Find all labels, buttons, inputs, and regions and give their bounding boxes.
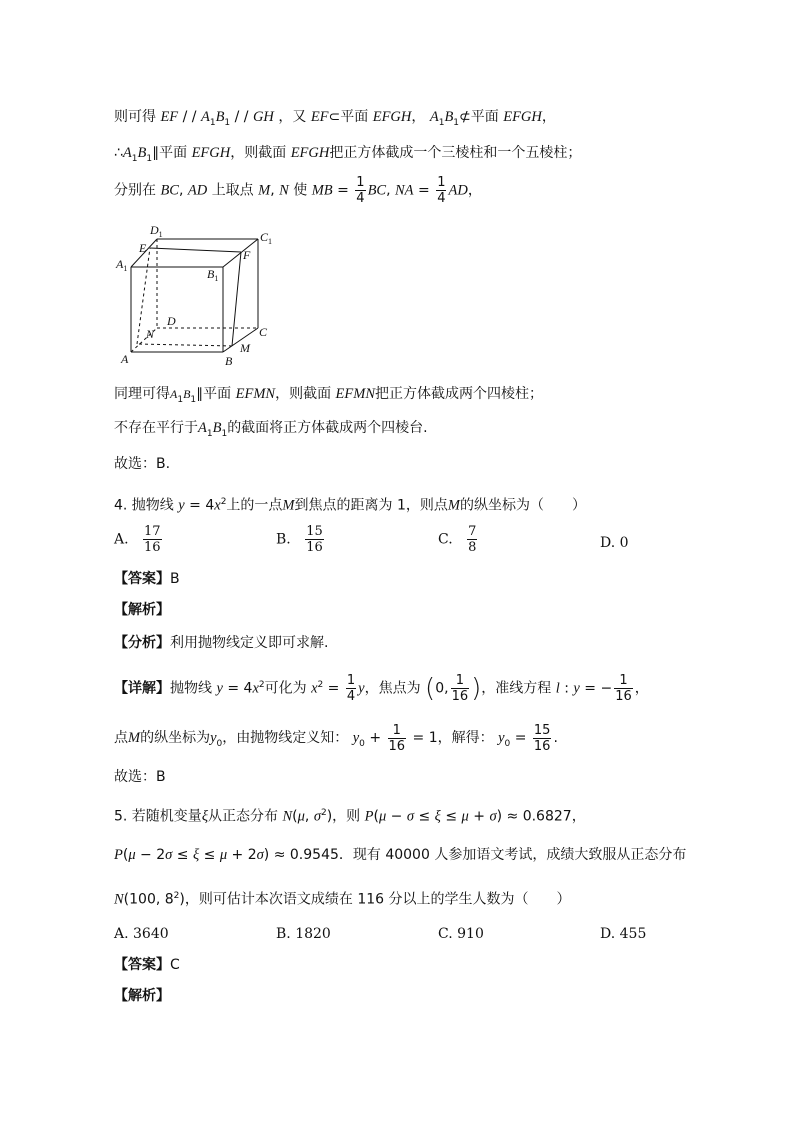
option-den: 16	[144, 540, 161, 555]
text: 到焦点的距离为 1，则点	[294, 497, 448, 514]
line-1: 则可得 EF / / $A_1B_1$ / / GH ，又 EF⊂平面 EFGH， $A_1B_1⊄$平面 EFGH，	[114, 109, 556, 128]
q5-stem-line2: P(μ − 2σ ≤ ξ ≤ μ + 2σ) ≈ 0.9545．现有 40000 人参加语文考试，成绩大致服从正态分布	[114, 847, 687, 863]
option-value: 1820	[295, 926, 331, 942]
label-E: E	[139, 241, 147, 255]
label-M: M	[240, 341, 250, 355]
option-letter: A.	[114, 926, 129, 942]
text: 的纵坐标为（ ）	[459, 497, 586, 514]
text: ．现有 40000 人参加语文考试，成绩大致服从正态分布	[338, 847, 687, 863]
q4-xiangjie-line1: 【详解】抛物线 $y = 4x^2$可化为 $x^2$ = $\frac{1}{4}$ y，焦点为 (0, $\frac{1}{16}$ )，准线方程 l : y = − $\frac{1}{16}$ ，	[114, 673, 649, 705]
answer-value: C	[170, 957, 180, 973]
label-A: A	[121, 352, 129, 366]
label-C1: $C_1$	[260, 230, 273, 246]
q5-answer	[114, 955, 180, 975]
q4-choose: 故选：B	[114, 769, 166, 785]
label-D1: $D_1$	[150, 223, 163, 239]
label-B1: $B_1$	[207, 267, 219, 283]
option-letter: B.	[276, 531, 291, 548]
line-4: 同理可得$A_1B_1\parallel$平面 EFMN，则截面 EFMN把正方体截成两个四棱柱；	[114, 386, 543, 405]
option-num: 17	[144, 524, 161, 539]
answer-tag: 【答案】	[114, 571, 170, 587]
text: ，则截面	[275, 386, 332, 402]
text: ，	[634, 680, 649, 697]
text: 从正态分布	[208, 808, 279, 825]
q4-option-a	[114, 524, 164, 555]
text: .	[553, 730, 558, 746]
analysis-tag: 【解析】	[114, 988, 170, 1004]
text: ，	[467, 182, 482, 199]
answer-tag: 【答案】	[114, 957, 170, 973]
text: ，则可估计本次语文成绩在 116 分以上的学生人数为（ ）	[184, 891, 571, 908]
option-letter: D.	[600, 926, 616, 942]
text: ∴	[114, 145, 123, 161]
text: 的截面将正方体截成两个四棱台.	[227, 420, 428, 436]
analysis-tag: 【解析】	[114, 602, 170, 618]
text: 同理可得	[114, 386, 170, 402]
q5-option-b	[276, 924, 331, 944]
fenxi-text: 利用抛物线定义即可求解.	[170, 635, 329, 651]
text: ，由抛物线定义知：	[222, 730, 349, 746]
text: ，焦点为	[364, 680, 421, 697]
option-den: 16	[306, 540, 323, 555]
cube-figure	[112, 222, 282, 372]
option-letter: C.	[438, 926, 453, 942]
text: ，	[541, 109, 556, 125]
label-A1: $A_1$	[116, 257, 128, 273]
option-letter: A.	[114, 531, 129, 548]
text: 使	[293, 182, 308, 199]
text: ⊂平面	[328, 109, 369, 125]
q5-analysis-tag	[114, 986, 170, 1006]
line-5: 不存在平行于$A_1B_1$的截面将正方体截成两个四棱台.	[114, 420, 428, 439]
q5-option-a	[114, 924, 169, 944]
q5-option-c	[438, 924, 484, 944]
text: ∥平面	[152, 145, 188, 161]
text: 5. 若随机变量	[114, 808, 202, 825]
text: 分别在	[114, 182, 156, 199]
q4-option-b	[276, 524, 326, 555]
text: ，	[571, 808, 586, 825]
label-C: C	[259, 325, 268, 339]
option-den: 8	[468, 540, 477, 555]
text: 把正方体截成一个三棱柱和一个五棱柱；	[329, 145, 582, 161]
option-num: 7	[468, 524, 477, 539]
text: 不存在平行于	[114, 420, 198, 436]
q4-stem: 4. 抛物线 $y = 4x^2$上的一点M到焦点的距离为 1，则点M的纵坐标为（ ）	[114, 497, 586, 514]
q4-option-d	[600, 533, 629, 553]
text: 把正方体截成两个四棱柱；	[375, 386, 543, 402]
text: 则可得	[114, 109, 156, 125]
text: 点	[114, 730, 128, 746]
text: ，解得：	[437, 730, 494, 746]
q4-analysis-tag	[114, 600, 170, 620]
option-letter: C.	[438, 531, 453, 548]
q5-stem-line3: N(100, $8^2$)，则可估计本次语文成绩在 116 分以上的学生人数为（ ）	[114, 891, 571, 908]
text: 可化为	[264, 680, 307, 697]
label-N: N	[146, 327, 155, 341]
text: 4. 抛物线	[114, 497, 174, 514]
label-F: F	[243, 248, 251, 262]
xiangjie-tag: 【详解】	[114, 680, 170, 697]
option-letter: D.	[600, 535, 616, 551]
text: ∥平面	[196, 386, 232, 402]
option-value: 3640	[133, 926, 169, 942]
text: ，准线方程	[481, 680, 552, 697]
label-B: B	[225, 354, 233, 368]
option-letter: B.	[276, 926, 291, 942]
q4-answer	[114, 569, 180, 589]
line-3: 分别在 BC, AD 上取点 M, N 使 MB = $\frac{1}{4}$ BC, NA = $\frac{1}{4}$ AD，	[114, 175, 482, 206]
option-value: 455	[619, 926, 647, 942]
q4-fenxi	[114, 633, 328, 653]
option-value: 0	[619, 535, 629, 551]
option-num: 15	[306, 524, 323, 539]
q5-option-d	[600, 924, 646, 944]
text: 的纵坐标为	[140, 730, 211, 746]
text: 上的一点	[226, 497, 283, 514]
option-value: 910	[457, 926, 484, 942]
text: ，	[411, 109, 426, 125]
text: ⊄平面	[459, 109, 499, 125]
answer-value: B	[170, 571, 180, 587]
text: 抛物线	[170, 680, 212, 697]
q4-xiangjie-line2: 点M的纵坐标为$y_0$，由抛物线定义知： $y_0$ + $\frac{1}{16}$ = 1，解得： $y_0$ = $\frac{15}{16}$ .	[114, 722, 558, 754]
text: ，又	[278, 109, 307, 125]
text: ，则截面	[230, 145, 287, 161]
q4-option-c	[438, 524, 479, 555]
line-2: $\therefore A_1B_1\parallel$平面 EFGH，则截面 EFGH把正方体截成一个三棱柱和一个五棱柱；	[114, 145, 582, 164]
value: 0.9545	[289, 847, 339, 863]
text: ，则	[332, 808, 361, 825]
fenxi-tag: 【分析】	[114, 635, 170, 651]
text: 上取点	[211, 182, 254, 199]
label-D: D	[167, 314, 176, 328]
value: 0.6827	[522, 808, 572, 825]
q5-stem-line1: 5. 若随机变量ξ从正态分布 N(μ, $\sigma^2$)，则 P(μ − σ ≤ ξ ≤ μ + σ) ≈ 0.6827，	[114, 808, 586, 825]
line-6: 故选：B.	[114, 456, 171, 472]
